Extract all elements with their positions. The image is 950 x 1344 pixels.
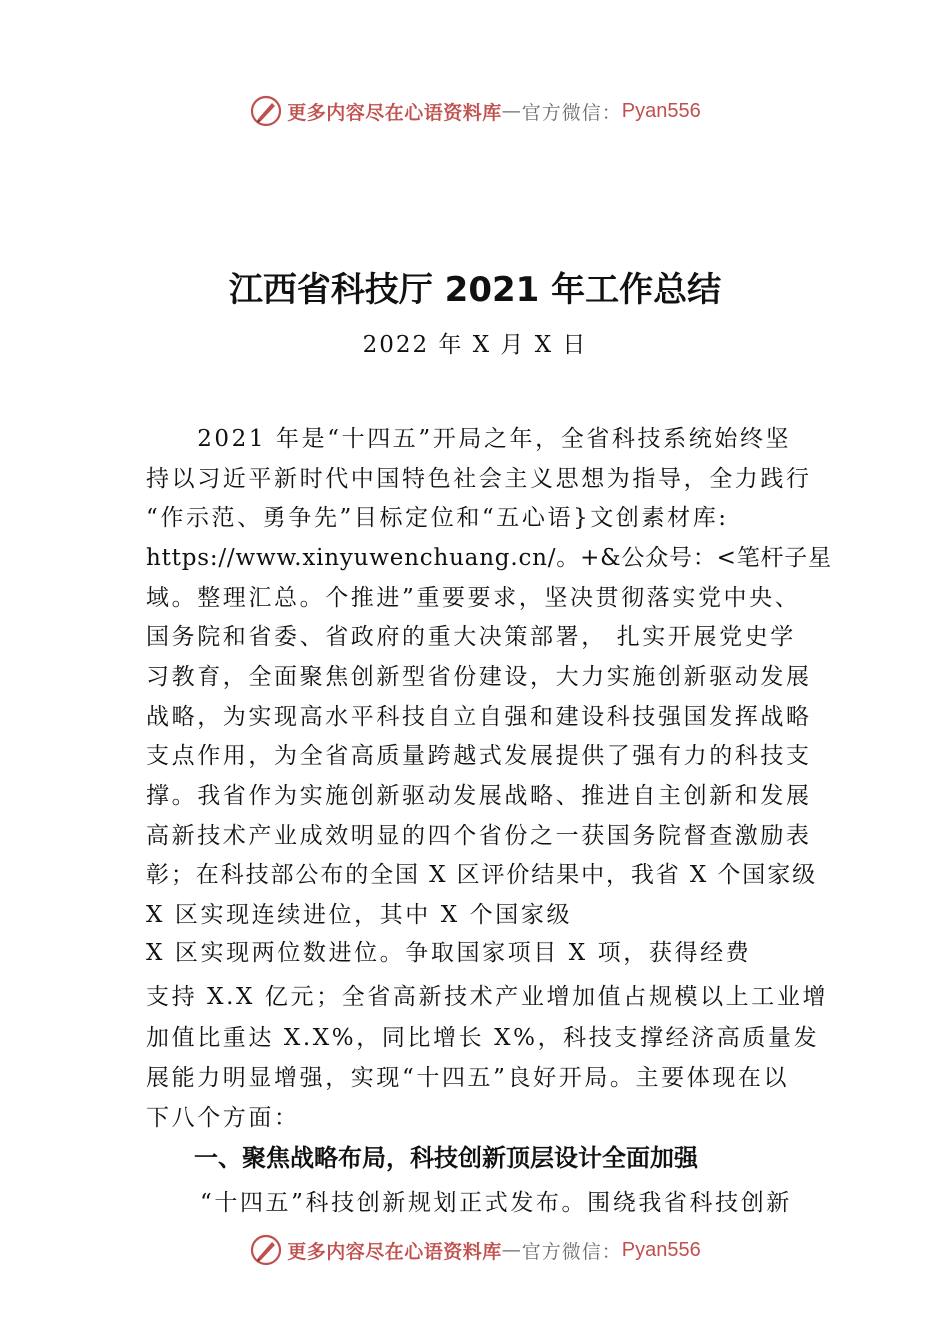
paragraph-line: X 区实现两位数进位。争取国家项目 X 项，获得经费	[146, 940, 752, 966]
pen-seal-icon	[249, 94, 283, 128]
paragraph-line: 持以习近平新时代中国特色社会主义思想为指导，全力践行	[146, 466, 812, 492]
watermark-brand: 更多内容尽在心语资料库	[287, 1240, 502, 1263]
paragraph-line: 加值比重达 X.X%，同比增长 X%，科技支撑经济高质量发	[146, 1025, 820, 1051]
watermark-separator: —	[501, 100, 522, 122]
paragraph-line: “作示范、勇争先”目标定位和“五心语}文创素材库:	[146, 505, 729, 531]
paragraph-line: 彰；在科技部公布的全国 X 区评价结果中，我省 X 个国家级	[146, 862, 817, 888]
watermark-wechat-id: Pyan556	[621, 1238, 701, 1261]
paragraph-line: 2021 年是“十四五”开局之年，全省科技系统始终坚	[146, 426, 792, 452]
footer-watermark	[0, 1233, 950, 1267]
paragraph-line: 习教育，全面聚焦创新型省份建设，大力实施创新驱动发展	[146, 664, 812, 690]
paragraph-line: 支点作用，为全省高质量跨越式发展提供了强有力的科技支	[146, 743, 812, 769]
paragraph-line: 支持 X.X 亿元；全省高新技术产业增加值占规模以上工业增	[146, 984, 829, 1010]
paragraph-line: 高新技术产业成效明显的四个省份之一获国务院督查激励表	[146, 823, 812, 849]
paragraph-line: 撑。我省作为实施创新驱动发展战略、推进自主创新和发展	[146, 783, 812, 809]
document-title: 江西省科技厅 2021 年工作总结	[228, 270, 722, 310]
paragraph-line: 战略，为实现高水平科技自立自强和建设科技强国发挥战略	[146, 704, 812, 730]
watermark-brand: 更多内容尽在心语资料库	[287, 101, 502, 124]
header-watermark	[0, 94, 950, 128]
watermark-wechat-id: Pyan556	[621, 99, 701, 122]
watermark-official-label: 官方微信：	[521, 101, 622, 124]
paragraph-line: 下八个方面：	[146, 1105, 300, 1131]
pen-seal-icon	[249, 1233, 283, 1267]
paragraph-line: https://www.xinyuwenchuang.cn/。+&公众号：<笔杆子星	[146, 545, 832, 571]
section-heading: 一、聚焦战略布局，科技创新顶层设计全面加强	[194, 1144, 698, 1172]
paragraph-line: 域。整理汇总。个推进”重要要求，坚决贯彻落实党中央、	[146, 585, 801, 611]
watermark-separator: —	[501, 1239, 522, 1261]
paragraph-line: 国务院和省委、省政府的重大决策部署， 扎实开展党史学	[146, 624, 796, 650]
paragraph-line: 展能力明显增强，实现“十四五”良好开局。主要体现在以	[146, 1065, 790, 1091]
paragraph-line: X 区实现连续进位，其中 X 个国家级	[146, 902, 573, 928]
section-first-line: “十四五”科技创新规划正式发布。围绕我省科技创新	[200, 1190, 792, 1216]
document-date: 2022 年 X 月 X 日	[362, 332, 588, 358]
watermark-official-label: 官方微信：	[521, 1240, 622, 1263]
